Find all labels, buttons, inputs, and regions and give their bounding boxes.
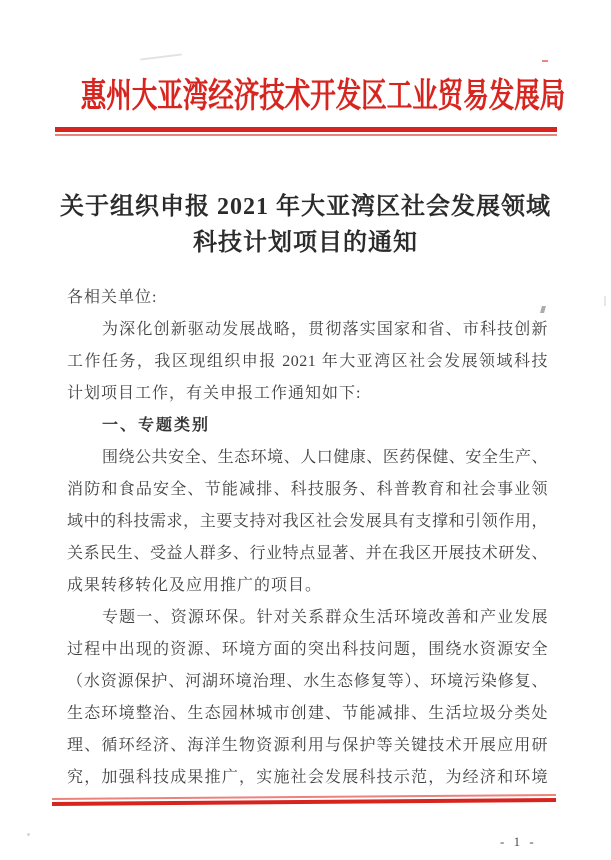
body-line: 域中的科技需求，主要支持对我区社会发展具有支撑和引领作用，: [67, 513, 548, 530]
document-title-line-1: 关于组织申报 2021 年大亚湾区社会发展领域: [60, 194, 551, 220]
issuing-authority-title: 惠州大亚湾经济技术开发区工业贸易发展局: [80, 78, 566, 115]
body-line: 成果转移转化及应用推广的项目。: [67, 577, 323, 594]
body-line: 究，加强科技成果推广，实施社会发展科技示范，为经济和环境: [67, 769, 548, 786]
body-line: 生态环境整治、生态园林城市创建、节能减排、生活垃圾分类处: [67, 705, 548, 722]
body-line: 关系民生、受益人群多、行业特点显著、并在我区开展技术研发、: [67, 545, 548, 562]
letterhead-double-rule: [55, 127, 557, 136]
body-line: 围绕公共安全、生态环境、人口健康、医药保健、安全生产、: [102, 449, 548, 466]
scan-artifact: [140, 53, 182, 60]
body-line: 计划项目工作，有关申报工作通知如下:: [67, 385, 362, 402]
section-heading: 一、专题类别: [102, 417, 211, 434]
body-line: （水资源保护、河湖环境治理、水生态修复等）、环境污染修复、: [67, 673, 548, 690]
document-body: [67, 282, 548, 794]
body-line: 工作任务，我区现组织申报 2021 年大亚湾区社会发展领域科技: [67, 353, 548, 370]
rule-thin-line: [55, 134, 557, 136]
body-line: 理、循环经济、海洋生物资源利用与保护等关键技术开展应用研: [67, 737, 548, 754]
body-line: 消防和食品安全、节能减排、科技服务、科普教育和社会事业领: [67, 481, 548, 498]
scan-artifact: [604, 296, 606, 306]
footer-double-rule: [52, 794, 556, 806]
letterhead: [0, 68, 611, 117]
body-line: 专题一、资源环保。针对关系群众生活环境改善和产业发展: [102, 609, 548, 626]
scan-artifact: [542, 60, 548, 62]
body-line: 过程中出现的资源、环境方面的突出科技问题，围绕水资源安全: [67, 641, 548, 658]
document-title-line-2: 科技计划项目的通知: [193, 230, 418, 256]
document-title: [0, 189, 611, 261]
page-number: - 1 -: [500, 834, 537, 849]
scan-artifact: [27, 833, 30, 836]
body-line: 为深化创新驱动发展战略，贯彻落实国家和省、市科技创新: [102, 321, 548, 338]
salutation-line: 各相关单位:: [67, 289, 158, 306]
